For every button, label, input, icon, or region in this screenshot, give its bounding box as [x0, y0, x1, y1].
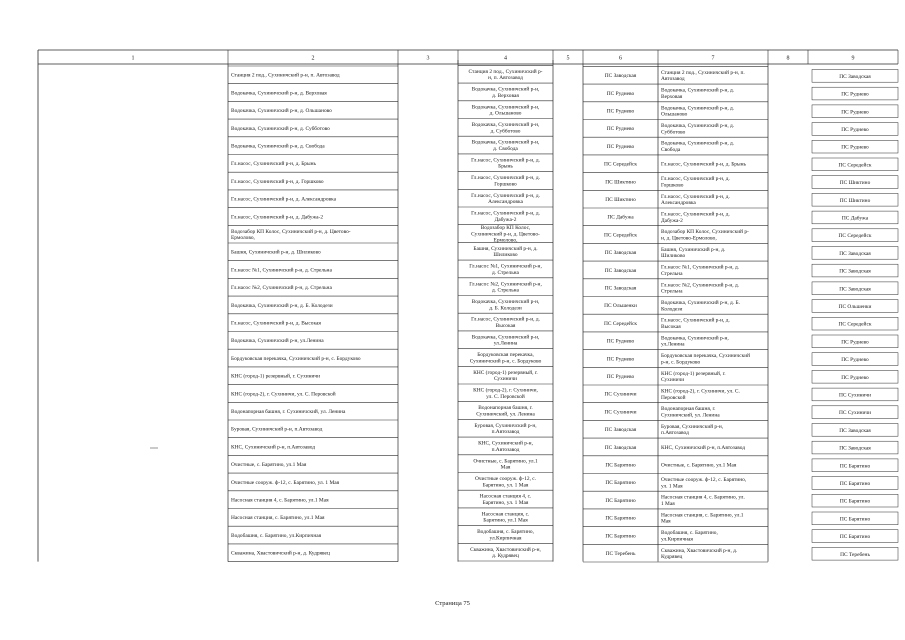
cell-col9: ПС Шиктино [839, 197, 871, 204]
cell-col4: Дабужа-2 [494, 216, 517, 223]
column-header-3: 3 [426, 55, 430, 62]
cell-col4: ул.Ленина [493, 340, 518, 347]
cell-col2: Насосная станция, с. Барятино, ул.1 Мая [231, 515, 325, 522]
column-header-7: 7 [711, 55, 715, 62]
cell-col4: ул. С. Перовской [486, 393, 525, 400]
cell-col6: ПС Заводская [604, 444, 637, 451]
cell-col2: Гл.насос №1, Сухиничский р-н, д. Стрельна [231, 267, 332, 274]
column-header-5: 5 [566, 55, 570, 62]
cell-col2: Буровая, Сухиничский р-н, п.Автозавод [231, 426, 323, 433]
cell-col7: Горшково [661, 182, 684, 189]
cell-col2: Водокачка, Сухиничский р-н, ул.Ленина [231, 338, 324, 345]
cell-col7: Кудрявец [661, 554, 683, 561]
cell-col9: ПС Шиктино [839, 180, 871, 187]
cell-col4: Гл.насос, Сухиничский р-н, д. [471, 316, 540, 323]
cell-col6: ПС Руднево [606, 373, 635, 380]
cell-col6: ПС Дабужа [607, 214, 634, 221]
cell-col7: Верховая [661, 93, 683, 100]
cell-col9: ПС Руднево [841, 339, 869, 346]
cell-col4: Шиликово [493, 252, 518, 259]
cell-col4: ул.Кирпичная [489, 535, 522, 542]
cell-col7: р-н, с. Бордуково [661, 359, 701, 366]
cell-col7: Водонапорная башня, г. [661, 406, 716, 413]
cell-col7: Гл.насос, Сухиничский р-н, д. Брынь [661, 161, 746, 168]
cell-col9: ПС Сухиничи [839, 392, 871, 399]
cell-col2: Водобашня, с. Барятино, ул.Кирпичная [231, 532, 322, 539]
cell-col6: ПС Теребень [605, 550, 636, 557]
column-header-4: 4 [504, 55, 507, 62]
cell-col4: Водонапорная башня, г. [478, 405, 533, 412]
cell-col4: Ермолово, [493, 237, 518, 244]
cell-col7: Насосная станция 4, с. Барятино, ул. [661, 494, 745, 501]
cell-col4: Водокачка, Сухиничский р-н, [471, 86, 540, 93]
cell-col2: Водокачка, Сухиничский р-н, д. Свобода [231, 143, 325, 150]
cell-col2: Насосная станция 4, с. Барятино, ул.1 Мая [231, 497, 329, 504]
cell-col2: Гл.насос, Сухиничский р-н, д. Брынь [231, 161, 316, 168]
cell-col7: Водокачка, Сухиничский р-н, [661, 335, 729, 342]
cell-col7: 1 Мая [661, 501, 675, 507]
cell-col4: Станция 2 под., Сухиничский р- [468, 68, 543, 75]
cell-col6: ПС Руднево [606, 143, 635, 150]
cell-col9: ПС Середейск [838, 321, 872, 328]
cell-col7: Буровая, Сухиничский р-н, [661, 423, 724, 430]
cell-col9: ПС Середейск [838, 233, 872, 240]
cell-col2: Скважина, Хвастовичский р-н, д. Кудрявец [231, 550, 330, 557]
cell-col9: ПС Заводская [839, 73, 871, 80]
cell-col7: Шиликово [661, 253, 686, 260]
cell-col7: Водокачка, Сухиничский р-н, д. [661, 123, 735, 129]
cell-col6: ПС Барятино [605, 533, 636, 540]
cell-col4: Сухиничский, ул. Ленина [476, 411, 535, 418]
cell-col6: ПС Руднево [606, 356, 635, 363]
cell-col6: ПС Барятино [605, 462, 636, 469]
cell-col9: ПС Руднево [841, 374, 869, 381]
cell-col7: Водокачка, Сухиничский р-н, д. [661, 140, 735, 147]
cell-col6: ПС Заводская [604, 73, 637, 80]
cell-col4: Гл.насос, Сухиничский р-н, д. [471, 157, 540, 164]
cell-col2: Станция 2 под., Сухиничский р-н, п. Автозавод [231, 72, 340, 79]
cell-col4: Очистные сооруж. ф-12, с. [474, 476, 537, 482]
cell-col7: Высокая [661, 324, 681, 330]
cell-col2: Ермолово, [231, 235, 255, 242]
cell-col2: КНС, Сухиничский р-н, п.Автозавод [231, 444, 316, 451]
cell-col7: Водокачка, Сухиничский р-н, д. [661, 105, 735, 112]
cell-col9: ПС Сухиничи [839, 410, 871, 417]
cell-col9: ПС Середейск [838, 162, 872, 169]
cell-col6: ПС Сухиничи [604, 391, 637, 398]
cell-col4: Гл.насос, Сухиничский р-н, д. [471, 210, 540, 217]
cell-col4: Сухиничи [493, 376, 518, 383]
cell-col7: Скважина, Хвастовичский р-н, д. [661, 547, 738, 554]
cell-col2: Водокачка, Сухиничский р-н, д. Верховая [231, 90, 327, 97]
cell-col7: Башня, Сухиничский р-н, д. [661, 246, 726, 253]
cell-col7: ул. 1 Мая [661, 483, 683, 490]
cell-col7: Станция 2 под., Сухиничский р-н, п. [661, 69, 745, 76]
cell-col9: ПС Заводская [839, 445, 871, 452]
cell-col4: д. Б. Колодези [489, 305, 522, 312]
cell-col2: Очистные сооруж. ф-12, с. Барятино, ул. 1 Мая [231, 479, 340, 486]
cell-col2: Очистные, с. Барятино, ул.1 Мая [231, 462, 307, 469]
cell-col4: Гл.насос №1, Сухиничский р-н, [469, 263, 542, 270]
cell-col6: ПС Ольшенки [604, 303, 637, 310]
cell-col6: ПС Середейск [604, 320, 637, 327]
cell-col9: ПС Руднево [841, 109, 869, 116]
cell-col9: ПС Ольшенки [838, 303, 872, 310]
cell-col4: Александровка [488, 199, 523, 206]
cell-col7: Александровка [661, 200, 696, 207]
cell-col4: Скважина, Хвастовичский р-н, [470, 546, 541, 553]
cell-col4: п.Автозавод [491, 429, 520, 436]
column-header-8: 8 [786, 55, 790, 62]
cell-col4: д. Верховая [492, 92, 519, 99]
cell-col7: КНС, Сухиничский р-н, п.Автозавод [661, 444, 746, 451]
cell-col7: Очистные сооруж. ф-12, с. Барятино, [661, 477, 747, 483]
cell-col6: ПС Сухиничи [604, 409, 637, 416]
cell-col4: Сухиничский р-н, д. Цветово- [471, 231, 540, 238]
cell-col4: д. Свобода [493, 146, 518, 152]
cell-col9: ПС Теребень [840, 551, 870, 558]
cell-col4: д. Ольшаново [489, 110, 522, 117]
cell-col4: Водокачка, Сухиничский р-н, [471, 122, 540, 128]
cell-col6: ПС Заводская [604, 267, 637, 274]
cell-col4: Водозабор КП Колос, [480, 225, 531, 232]
cell-col7: Стрельна [661, 288, 683, 295]
cell-col9: ПС Заводская [839, 286, 871, 293]
cell-col4: Башня, Сухиничский р-н, д. [473, 245, 538, 252]
cell-col4: п.Автозавод [491, 446, 520, 453]
cell-col7: н, д. Цветово-Ермолово, [661, 235, 717, 242]
cell-col7: Мая [661, 518, 671, 525]
cell-col6: ПС Шиктино [605, 179, 636, 186]
column-header-1: 1 [131, 55, 135, 62]
cell-col7: п.Автозавод [661, 430, 689, 437]
cell-col4: КНС, Сухиничский р-н, [478, 440, 533, 447]
cell-col4: Барятино, ул. 1 Мая [482, 500, 529, 506]
cell-col6: ПС Руднево [606, 90, 635, 97]
cell-col4: д. Стрельна [492, 287, 519, 294]
cell-col6: ПС Руднево [606, 108, 635, 115]
cell-col9: ПС Барятино [839, 480, 871, 487]
cell-col7: Бордуковская перекачка, Сухиничский [661, 353, 750, 360]
cell-col2: Бордуковская перекачка, Сухиничский р-н, с. Бордуково [231, 355, 361, 362]
cell-col2: Башня, Сухиничский р-н, д. Шиликово [231, 249, 321, 256]
cell-col4: Насосная станция 4, с. [479, 493, 532, 500]
cell-col7: Субботово [661, 129, 686, 136]
cell-col4: Барятино, ул. 1 Мая [482, 482, 529, 489]
cell-col2: Водокачка, Сухиничский р-н, д. Ольшаново [231, 108, 332, 115]
cell-col4: Водобашня, с. Барятино, [477, 529, 534, 536]
cell-col4: Сухиничский р-н, с. Бордуково [469, 358, 542, 365]
cell-col4: Брынь [498, 163, 513, 170]
cell-col6: ПС Середейск [604, 232, 637, 239]
cell-col6: ПС Шиктино [605, 196, 636, 203]
cell-col4: Гл.насос, Сухиничский р-н, д. [471, 175, 540, 182]
cell-col9: ПС Дабужа [841, 215, 869, 222]
cell-col9: ПС Руднево [841, 91, 869, 98]
cell-col4: Очистные, с. Барятино, ул.1 [473, 458, 538, 465]
cell-col7: КНС (город-1) резервный, г. [661, 370, 726, 377]
cell-col7: Дабужа-2 [661, 217, 683, 224]
cell-col9: ПС Барятино [839, 534, 871, 541]
cell-col7: ул.Ленина [661, 341, 685, 348]
cell-col4: Мая [500, 464, 511, 471]
cell-col6: ПС Заводская [604, 427, 637, 434]
cell-col9: ПС Заводская [839, 250, 871, 257]
cell-col4: КНС (город-1) резервный, г. [473, 369, 538, 376]
cell-col2: Гл.насос, Сухиничский р-н, д. Горшково [231, 178, 324, 185]
cell-col7: Гл.насос, Сухиничский р-н, д. [661, 317, 730, 324]
cell-col7: Гл.насос, Сухиничский р-н, д. [661, 193, 730, 200]
cell-col4: Водокачка, Сухиничский р-н, [471, 334, 540, 341]
cell-col4: н, п. Автозавод [488, 75, 523, 82]
cell-col7: Гл.насос №1, Сухиничский р-н, д. [661, 264, 740, 271]
cell-col4: д. Субботово [490, 128, 521, 135]
cell-col6: ПС Барятино [605, 497, 636, 504]
cell-col4: Высокая [495, 323, 516, 329]
cell-col2: Водокачка, Сухиничский р-н, д. Б. Колодези [231, 302, 333, 309]
cell-col7: Водокачка, Сухиничский р-н, д. Б. [661, 300, 740, 306]
cell-col7: Автозавод [661, 76, 685, 83]
cell-col7: Гл.насос, Сухиничский р-н, д. [661, 176, 730, 183]
cell-col7: Водокачка, Сухиничский р-н, д. [661, 87, 735, 94]
cell-col6: ПС Заводская [604, 285, 637, 292]
cell-col7: Сухиничи [661, 377, 685, 384]
cell-col2: Водозабор КП Колос, Сухиничский р-н, д. Цветово- [231, 228, 351, 235]
cell-col9: ПС Барятино [839, 516, 871, 523]
cell-col4: д. Стрельна [492, 269, 519, 276]
column-header-2: 2 [311, 55, 315, 62]
cell-col7: Водобашня, с. Барятино, [661, 530, 718, 537]
cell-col7: Очистные, с. Барятино, ул.1 Мая [661, 462, 737, 469]
cell-col7: Насосная станция, с. Барятино, ул.1 [661, 512, 744, 519]
page-number: Страница 75 [435, 600, 470, 607]
cell-col2: КНС (город-1) резервный, г. Сухиничи [231, 373, 321, 380]
column-header-6: 6 [619, 55, 622, 62]
cell-col2: Гл.насос, Сухиничский р-н, д. Александровка [231, 196, 336, 203]
cell-col9: ПС Руднево [841, 144, 869, 151]
cell-col4: Буровая, Сухиничский р-н, [474, 422, 537, 429]
cell-col7: Гл.насос, Сухиничский р-н, д. [661, 211, 730, 218]
cell-col6: ПС Руднево [606, 338, 635, 345]
cell-col4: Насосная станция, с. [481, 511, 530, 518]
cell-col7: КНС (город-2), г. Сухиничи, ул. С. [661, 388, 740, 395]
cell-col4: Бордуковская перекачка, [477, 352, 534, 359]
cell-col4: Гл.насос №2, Сухиничский р-н, [469, 281, 542, 288]
cell-col7: Свобода [661, 147, 681, 153]
cell-col4: д. Кудрявец [492, 553, 519, 560]
cell-col2: Гл.насос, Сухиничский р-н, д. Высокая [231, 320, 321, 327]
cell-col7: Ольшаново [661, 111, 688, 118]
cell-col2: Водокачка, Сухиничский р-н, д. Субботово [231, 125, 330, 132]
cell-col6: ПС Руднево [606, 126, 635, 133]
cell-col6: ПС Барятино [605, 480, 636, 487]
cell-col2: Водонапорная башня, г. Сухиничский, ул. Ленина [231, 408, 346, 415]
cell-col6: ПС Заводская [604, 250, 637, 257]
cell-col6: ПС Барятино [605, 515, 636, 522]
cell-col2: Гл.насос №2, Сухиничский р-н, д. Стрельна [231, 285, 332, 292]
cell-col4: КНС (город-2), г. Сухиничи, [473, 387, 538, 394]
cell-col7: Водозабор КП Колос, Сухиничский р- [661, 229, 749, 236]
cell-col7: Перовской [661, 394, 686, 401]
cell-col9: ПС Руднево [841, 126, 869, 133]
cell-col7: Колодези [661, 306, 683, 313]
cell-col4: Барятино, ул.1 Мая [483, 517, 528, 524]
cell-col4: Водокачка, Сухиничский р-н, [471, 299, 540, 305]
cell-col9: ПС Руднево [841, 357, 869, 364]
cell-col4: Горшково [494, 181, 517, 188]
cell-col4: Водокачка, Сухиничский р-н, [471, 139, 540, 146]
cell-col6: ПС Середейск [604, 161, 637, 168]
cell-col2: Гл.насос, Сухиничский р-н, д. Дабужа-2 [231, 214, 324, 221]
cell-col4: Водокачка, Сухиничский р-н, [471, 104, 540, 111]
cell-col7: Гл.насос №2, Сухиничский р-н, д. [661, 282, 740, 289]
cell-col7: ул.Кирпичная [661, 536, 693, 543]
cell-col7: Сухиничский, ул. Ленина [661, 412, 720, 419]
cell-col4: Гл.насос, Сухиничский р-н, д. [471, 192, 540, 199]
column-header-9: 9 [851, 55, 855, 62]
cell-col9: ПС Заводская [839, 268, 871, 275]
cell-col2: КНС (город-2), г. Сухиничи, ул. С. Перовской [231, 391, 336, 398]
cell-col9: ПС Барятино [839, 463, 871, 470]
cell-col9: ПС Барятино [839, 498, 871, 505]
cell-col9: ПС Заводская [839, 427, 871, 434]
cell-col7: Стрельна [661, 270, 683, 277]
